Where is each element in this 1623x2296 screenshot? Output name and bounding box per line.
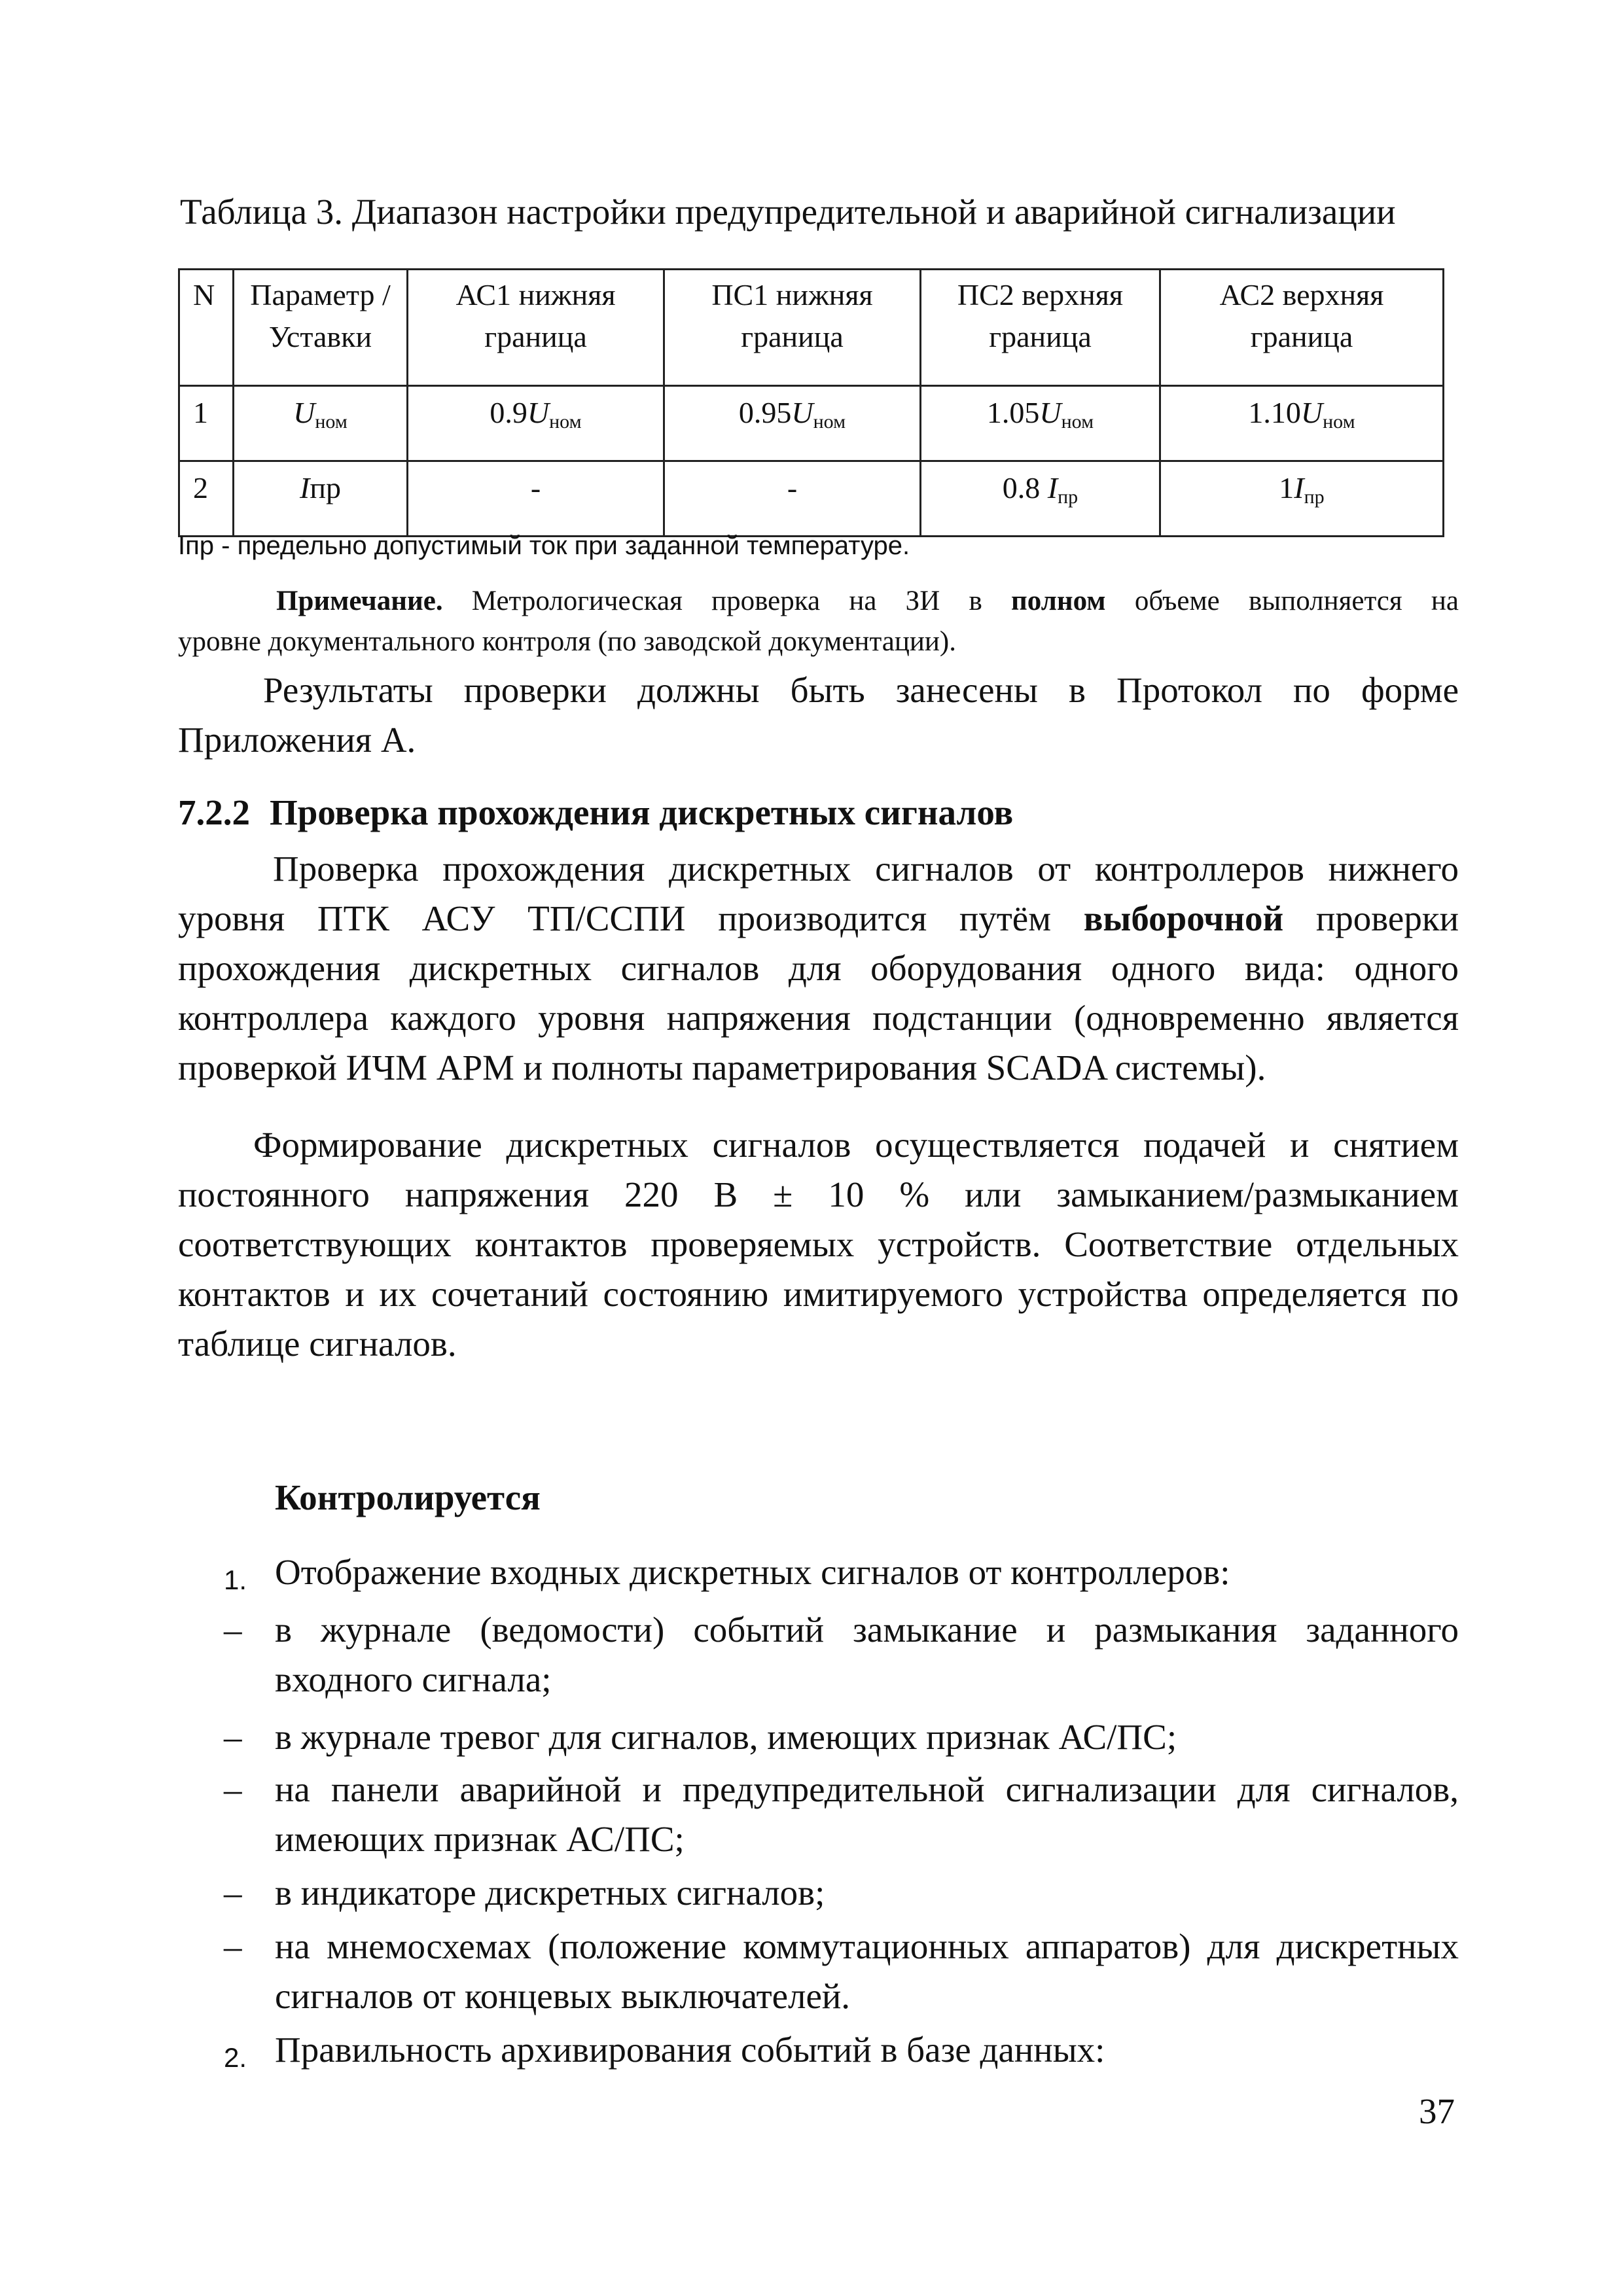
header-cell: ПС2 верхняя граница [921,270,1160,386]
section-heading [178,792,1013,833]
list-marker: 1. [224,1564,247,1595]
table-cell: $U_{ном}$ [234,386,408,461]
section-title: Проверка прохождения дискретных сигналов [270,792,1014,832]
header-cell: N [179,270,234,386]
note-label: Примечание. [276,586,443,616]
list-marker: – [224,1926,242,1966]
table-cell: Iпр [234,461,408,537]
list-marker: – [224,1769,242,1809]
header-cell: ПС1 нижняя граница [664,270,921,386]
list-marker: – [224,1873,242,1913]
settings-table [178,268,1444,537]
table-cell: $0.9U_{ном}$ [408,386,664,461]
formation-paragraph: Формирование дискретных сигналов осуществляется подачей и снятием постоянного напряжения 220 В ± 10 % или замыканием/размыканием соответствующих контактов проверяемых устройств. Соответствие отдельных контактов и их сочетаний состоянию имитируемого устройства определяется по таблице сигналов. [178,1125,1459,1364]
section-number: 7.2.2 [178,792,250,832]
table-cell: - [408,461,664,537]
header-cell: АС1 нижняя граница [408,270,664,386]
table-cell: 0.8 $I_{пр}$ [921,461,1160,537]
table-header-row [179,270,1444,386]
header-cell: Параметр / Уставки [234,270,408,386]
header-cell: АС2 верхняя граница [1160,270,1444,386]
table-row [179,386,1444,461]
controlled-heading: Контролируется [275,1477,541,1517]
table-caption: Таблица 3. Диапазон настройки предупредительной и аварийной сигнализации [180,192,1396,232]
list-marker: – [224,1717,242,1757]
list-marker: 2. [224,2042,247,2073]
results-paragraph: Результаты проверки должны быть занесены в Протокол по форме Приложения А. [178,670,1459,760]
note-paragraph: Примечание. Метрологическая проверка на ЗИ в полном объеме выполняется на уровне документального контроля (по заводской документации). [178,586,1459,657]
table-row [179,461,1444,537]
table-cell: $1.10U_{ном}$ [1160,386,1444,461]
table-cell: - [664,461,921,537]
table-footnote: Iпр - предельно допустимый ток при заданной температуре. [178,531,910,560]
table-cell: $1.05U_{ном}$ [921,386,1160,461]
check-paragraph: Проверка прохождения дискретных сигналов от контроллеров нижнего уровня ПТК АСУ ТП/ССПИ производится путём выборочной проверки прохождения дискретных сигналов для оборудования одного вида: одного контроллера каждого уровня напряжения подстанции (одновременно является проверкой ИЧМ АРМ и полноты параметрирования SCADA системы). [178,849,1459,1087]
table-cell: 1 [179,386,234,461]
table-cell: $1I_{пр}$ [1160,461,1444,537]
page-number: 37 [1419,2091,1455,2131]
list-marker: – [224,1610,242,1650]
table-cell: 2 [179,461,234,537]
table-cell: $0.95U_{ном}$ [664,386,921,461]
